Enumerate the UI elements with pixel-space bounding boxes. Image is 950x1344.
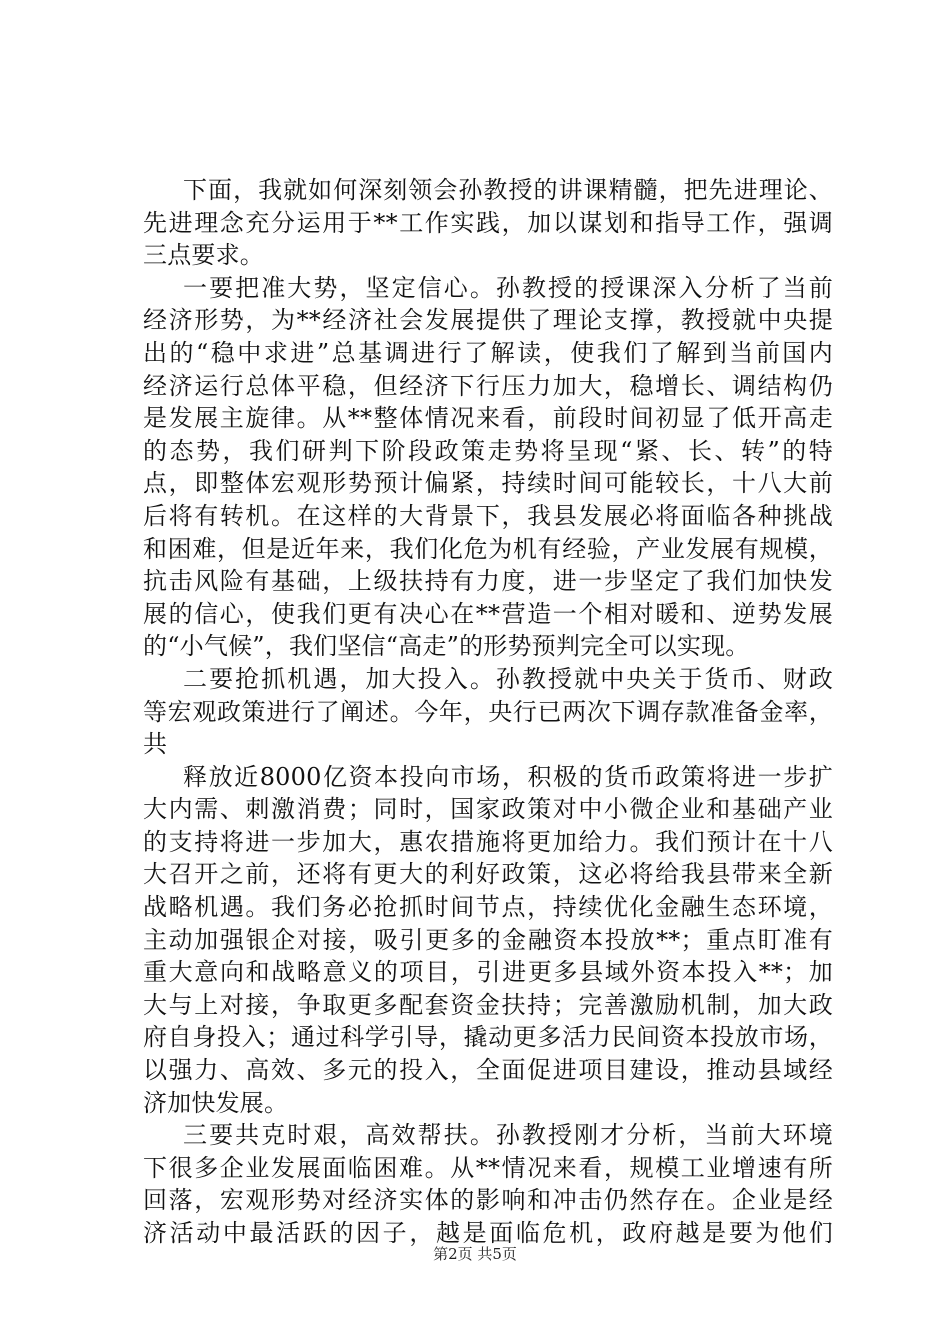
text-line: 等宏观政策进行了阐述。今年，央行已两次下调存款准备金率，: [143, 697, 833, 726]
text-line: 府自身投入；通过科学引导，撬动更多活力民间资本投放市场，: [143, 1023, 833, 1052]
text-line: 的支持将进一步加大，惠农措施将更加给力。我们预计在十八: [143, 827, 833, 856]
text-line: 以强力、高效、多元的投入，全面促进项目建设，推动县域经: [143, 1056, 833, 1085]
text-line: 三点要求。: [143, 241, 264, 270]
text-line: 出的“稳中求进”总基调进行了解读，使我们了解到当前国内: [143, 338, 833, 367]
text-line: 的“小气候”，我们坚信“高走”的形势预判完全可以实现。: [143, 632, 750, 661]
text-line: 先进理念充分运用于**工作实践，加以谋划和指导工作，强调: [143, 208, 833, 237]
text-line: 济加快发展。: [143, 1088, 289, 1117]
text-line: 点，即整体宏观形势预计偏紧，持续时间可能较长，十八大前: [143, 469, 833, 498]
text-line: 一要把准大势，坚定信心。孙教授的授课深入分析了当前: [183, 273, 833, 302]
text-line: 回落，宏观形势对经济实体的影响和冲击仍然存在。企业是经: [143, 1186, 833, 1215]
text-line: 大内需、刺激消费；同时，国家政策对中小微企业和基础产业: [143, 795, 833, 824]
text-line: 大召开之前，还将有更大的利好政策，这必将给我县带来全新: [143, 860, 833, 889]
text-line: 战略机遇。我们务必抢抓时间节点，持续优化金融生态环境，: [143, 893, 833, 922]
text-line: 和困难，但是近年来，我们化危为机有经验，产业发展有规模，: [143, 534, 833, 563]
text-line: 主动加强银企对接，吸引更多的金融资本投放**；重点盯准有: [143, 925, 833, 954]
text-line: 下面，我就如何深刻领会孙教授的讲课精髓，把先进理论、: [183, 176, 833, 204]
text-line: 展的信心，使我们更有决心在**营造一个相对暖和、逆势发展: [143, 599, 833, 628]
text-line: 抗击风险有基础，上级扶持有力度，进一步坚定了我们加快发: [143, 567, 833, 596]
text-line: 济活动中最活跃的因子，越是面临危机，政府越是要为他们: [143, 1219, 833, 1247]
text-line: 的态势，我们研判下阶段政策走势将呈现“紧、长、转”的特: [143, 436, 833, 465]
text-line: 二要抢抓机遇，加大投入。孙教授就中央关于货币、财政: [183, 664, 833, 693]
text-line: 经济运行总体平稳，但经济下行压力加大，稳增长、调结构仍: [143, 371, 833, 400]
document-body: [143, 174, 833, 1250]
text-line: 是发展主旋律。从**整体情况来看，前段时间初显了低开高走: [143, 404, 833, 433]
text-line: 大与上对接，争取更多配套资金扶持；完善激励机制，加大政: [143, 990, 833, 1019]
text-line: 共: [143, 730, 168, 759]
text-line: 释放近8000亿资本投向市场，积极的货币政策将进一步扩: [183, 762, 833, 791]
text-line: 后将有转机。在这样的大背景下，我县发展必将面临各种挑战: [143, 501, 833, 530]
text-line: 经济形势，为**经济社会发展提供了理论支撑，教授就中央提: [143, 306, 833, 335]
text-line: 下很多企业发展面临困难。从**情况来看，规模工业增速有所: [143, 1153, 833, 1182]
text-line: 三要共克时艰，高效帮扶。孙教授刚才分析，当前大环境: [183, 1121, 833, 1150]
text-line: 重大意向和战略意义的项目，引进更多县域外资本投入**；加: [143, 958, 833, 987]
page-footer: 第2页 共5页: [433, 1245, 517, 1263]
